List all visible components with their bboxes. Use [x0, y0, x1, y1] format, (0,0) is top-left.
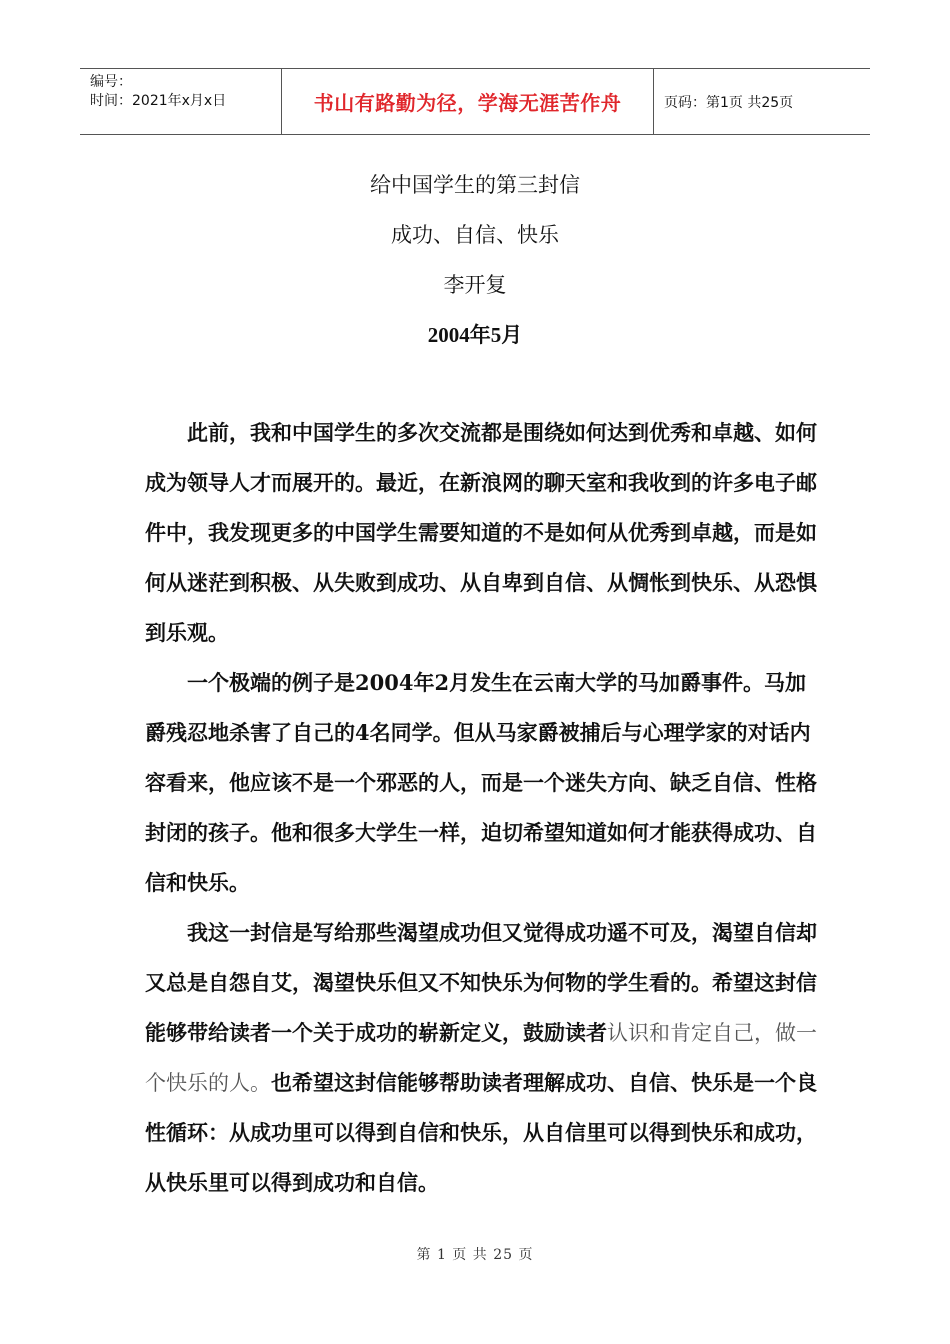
document-date: 2004年5月	[427, 323, 523, 347]
paragraph-1: 此前，我和中国学生的多次交流都是围绕如何达到优秀和卓越、如何成为领导人才而展开的。最近，在新浪网的聊天室和我收到的许多电子邮件中，我发现更多的中国学生需要知道的不是如何从优秀到卓越，而是如何从迷茫到积极、从失败到成功、从自卑到自信、从惆怅到快乐、从恐惧到乐观。	[145, 420, 817, 645]
paragraph-3-part-a: 我这一封信是写给那些渴望成功但又觉得成功遥不可及，渴望自信却又总是自怨自艾，渴望快乐但又不知快乐为何物的学生看的。希望这封信能够带给读者一个关于成功的崭新定义，鼓励读者	[145, 920, 817, 1045]
date-label: 时间：2021年x月x日	[90, 93, 227, 109]
document-subtitle: 成功、自信、快乐	[391, 223, 559, 247]
document-title: 给中国学生的第三封信	[370, 173, 580, 197]
footer-page-number: 第 1 页 共 25 页	[416, 1247, 534, 1263]
document-author: 李开复	[443, 273, 507, 297]
page-footer	[0, 1244, 950, 1264]
body-text	[145, 408, 825, 1208]
header-page-cell	[654, 69, 870, 134]
title-block	[0, 168, 950, 368]
header-motto-cell	[282, 69, 654, 134]
paragraph-2: 一个极端的例子是2004年2月发生在云南大学的马加爵事件。马加爵残忍地杀害了自己的4名同学。但从马家爵被捕后与心理学家的对话内容看来，他应该不是一个邪恶的人，而是一个迷失方向、缺乏自信、性格封闭的孩子。他和很多大学生一样，迫切希望知道如何才能获得成功、自信和快乐。	[145, 670, 817, 895]
paragraph-3-part-b: 认识和肯定自己，做一个快乐的人。	[145, 1021, 817, 1095]
number-label: 编号：	[90, 74, 132, 90]
page-info: 页码：第1页 共25页	[664, 94, 794, 111]
paragraph-3	[145, 908, 825, 1208]
header-left-cell	[80, 69, 282, 134]
paragraph-3-part-c: 也希望这封信能够帮助读者理解成功、自信、快乐是一个良性循环：从成功里可以得到自信和快乐，从自信里可以得到快乐和成功，从快乐里可以得到成功和自信。	[145, 1070, 817, 1195]
document-header	[80, 68, 870, 135]
motto-text: 书山有路勤为径，学海无涯苦作舟	[313, 91, 622, 115]
